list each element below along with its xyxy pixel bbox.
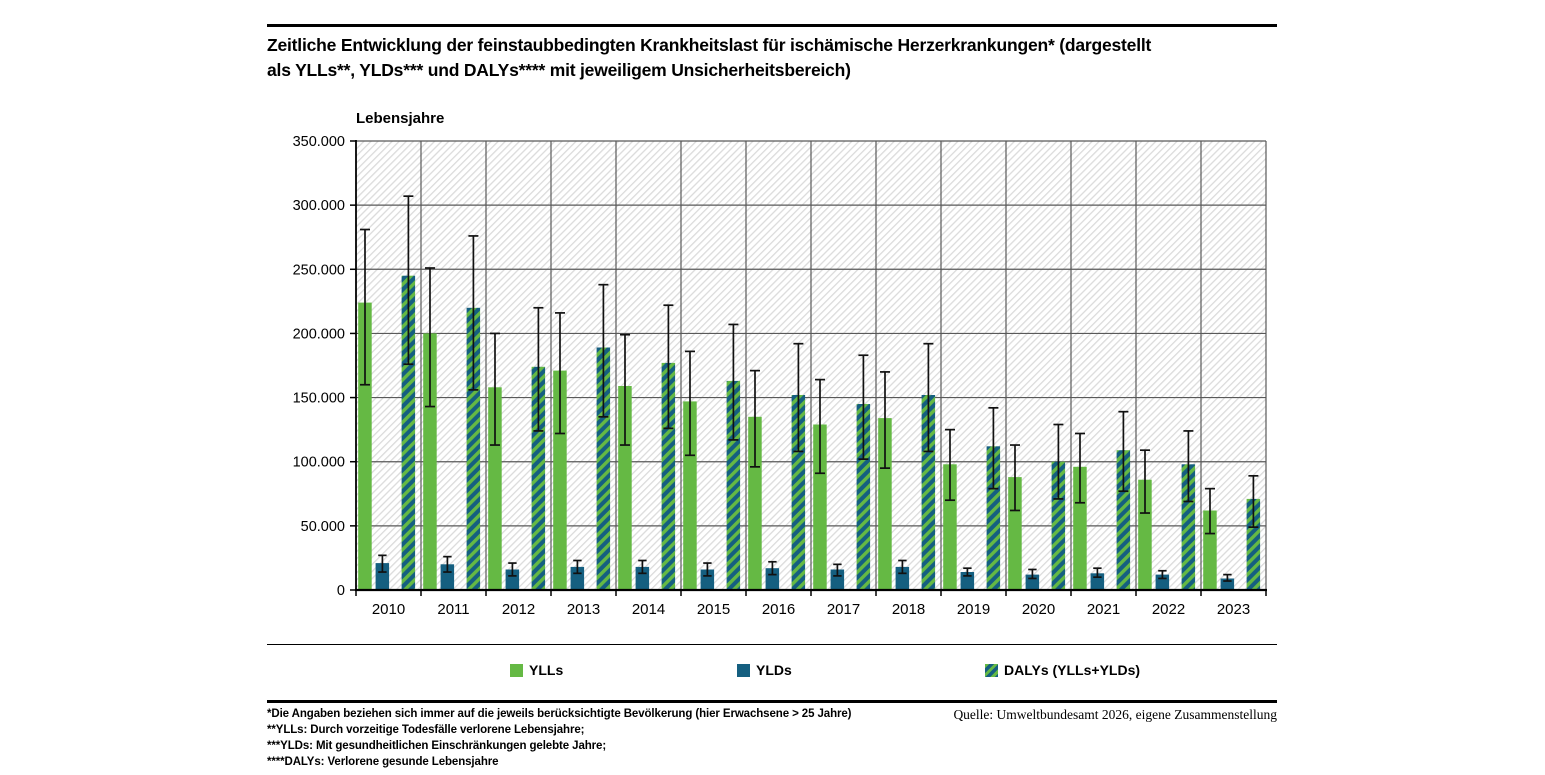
x-tick-label-2012: 2012 bbox=[501, 601, 536, 618]
chart-title-line-1: Zeitliche Entwicklung der feinstaubbedingten Krankheitslast für ischämische Herzerkrankungen* (dargestellt bbox=[267, 35, 1152, 55]
y-tick-label: 50.000 bbox=[300, 518, 345, 535]
bar-chart bbox=[267, 110, 1277, 635]
legend-label-dalys: DALYs (YLLs+YLDs) bbox=[1004, 662, 1141, 678]
chart-title-line-2: als YLLs**, YLDs*** und DALYs**** mit jeweiligem Unsicherheitsbereich) bbox=[267, 60, 851, 80]
x-tick-label-2022: 2022 bbox=[1151, 601, 1186, 618]
y-tick-label: 250.000 bbox=[292, 262, 345, 279]
x-tick-label-2015: 2015 bbox=[696, 601, 731, 618]
x-tick-label-2019: 2019 bbox=[956, 601, 991, 618]
legend bbox=[267, 662, 1277, 688]
legend-divider-line bbox=[267, 644, 1277, 645]
ylds-swatch-icon bbox=[737, 664, 750, 677]
chart-title bbox=[267, 33, 1277, 83]
legend-item-ylds bbox=[737, 662, 792, 678]
x-tick-label-2014: 2014 bbox=[631, 601, 666, 618]
y-tick-label: 150.000 bbox=[292, 390, 345, 407]
x-tick-label-2010: 2010 bbox=[371, 601, 406, 618]
x-tick-label-2016: 2016 bbox=[761, 601, 796, 618]
dalys-swatch-icon bbox=[985, 664, 998, 677]
footnote-1: *Die Angaben beziehen sich immer auf die jeweils berücksichtigte Bevölkerung (hier Erwachsene > 25 Jahre) bbox=[267, 708, 852, 720]
x-tick-label-2018: 2018 bbox=[891, 601, 926, 618]
legend-label-ylds: YLDs bbox=[756, 662, 792, 678]
y-tick-label: 350.000 bbox=[292, 134, 345, 150]
x-tick-label-2021: 2021 bbox=[1086, 601, 1121, 618]
legend-item-ylls bbox=[510, 662, 563, 678]
source-attribution: Quelle: Umweltbundesamt 2026, eigene Zusammenstellung bbox=[953, 707, 1277, 722]
x-tick-label-2017: 2017 bbox=[826, 601, 861, 618]
legend-label-ylls: YLLs bbox=[529, 662, 564, 678]
chart-area bbox=[267, 110, 1277, 635]
footnote-3: ***YLDs: Mit gesundheitlichen Einschränkungen gelebte Jahre; bbox=[267, 740, 607, 752]
y-tick-label: 300.000 bbox=[292, 198, 345, 215]
top-divider-line bbox=[267, 24, 1277, 27]
legend-item-dalys bbox=[985, 662, 1140, 678]
footer-divider-line bbox=[267, 700, 1277, 703]
x-tick-label-2011: 2011 bbox=[437, 601, 470, 618]
footnote-4: ****DALYs: Verlorene gesunde Lebensjahre bbox=[267, 756, 499, 768]
y-tick-label: 100.000 bbox=[292, 454, 345, 471]
x-tick-label-2020: 2020 bbox=[1021, 601, 1056, 618]
y-tick-label: 200.000 bbox=[292, 326, 345, 343]
footnote-2: **YLLs: Durch vorzeitige Todesfälle verlorene Lebensjahre; bbox=[267, 724, 585, 736]
x-tick-label-2013: 2013 bbox=[566, 601, 601, 618]
y-axis-title: Lebensjahre bbox=[356, 110, 445, 127]
x-tick-label-2023: 2023 bbox=[1216, 601, 1251, 618]
y-tick-label: 0 bbox=[336, 583, 345, 599]
ylls-swatch-icon bbox=[510, 664, 523, 677]
